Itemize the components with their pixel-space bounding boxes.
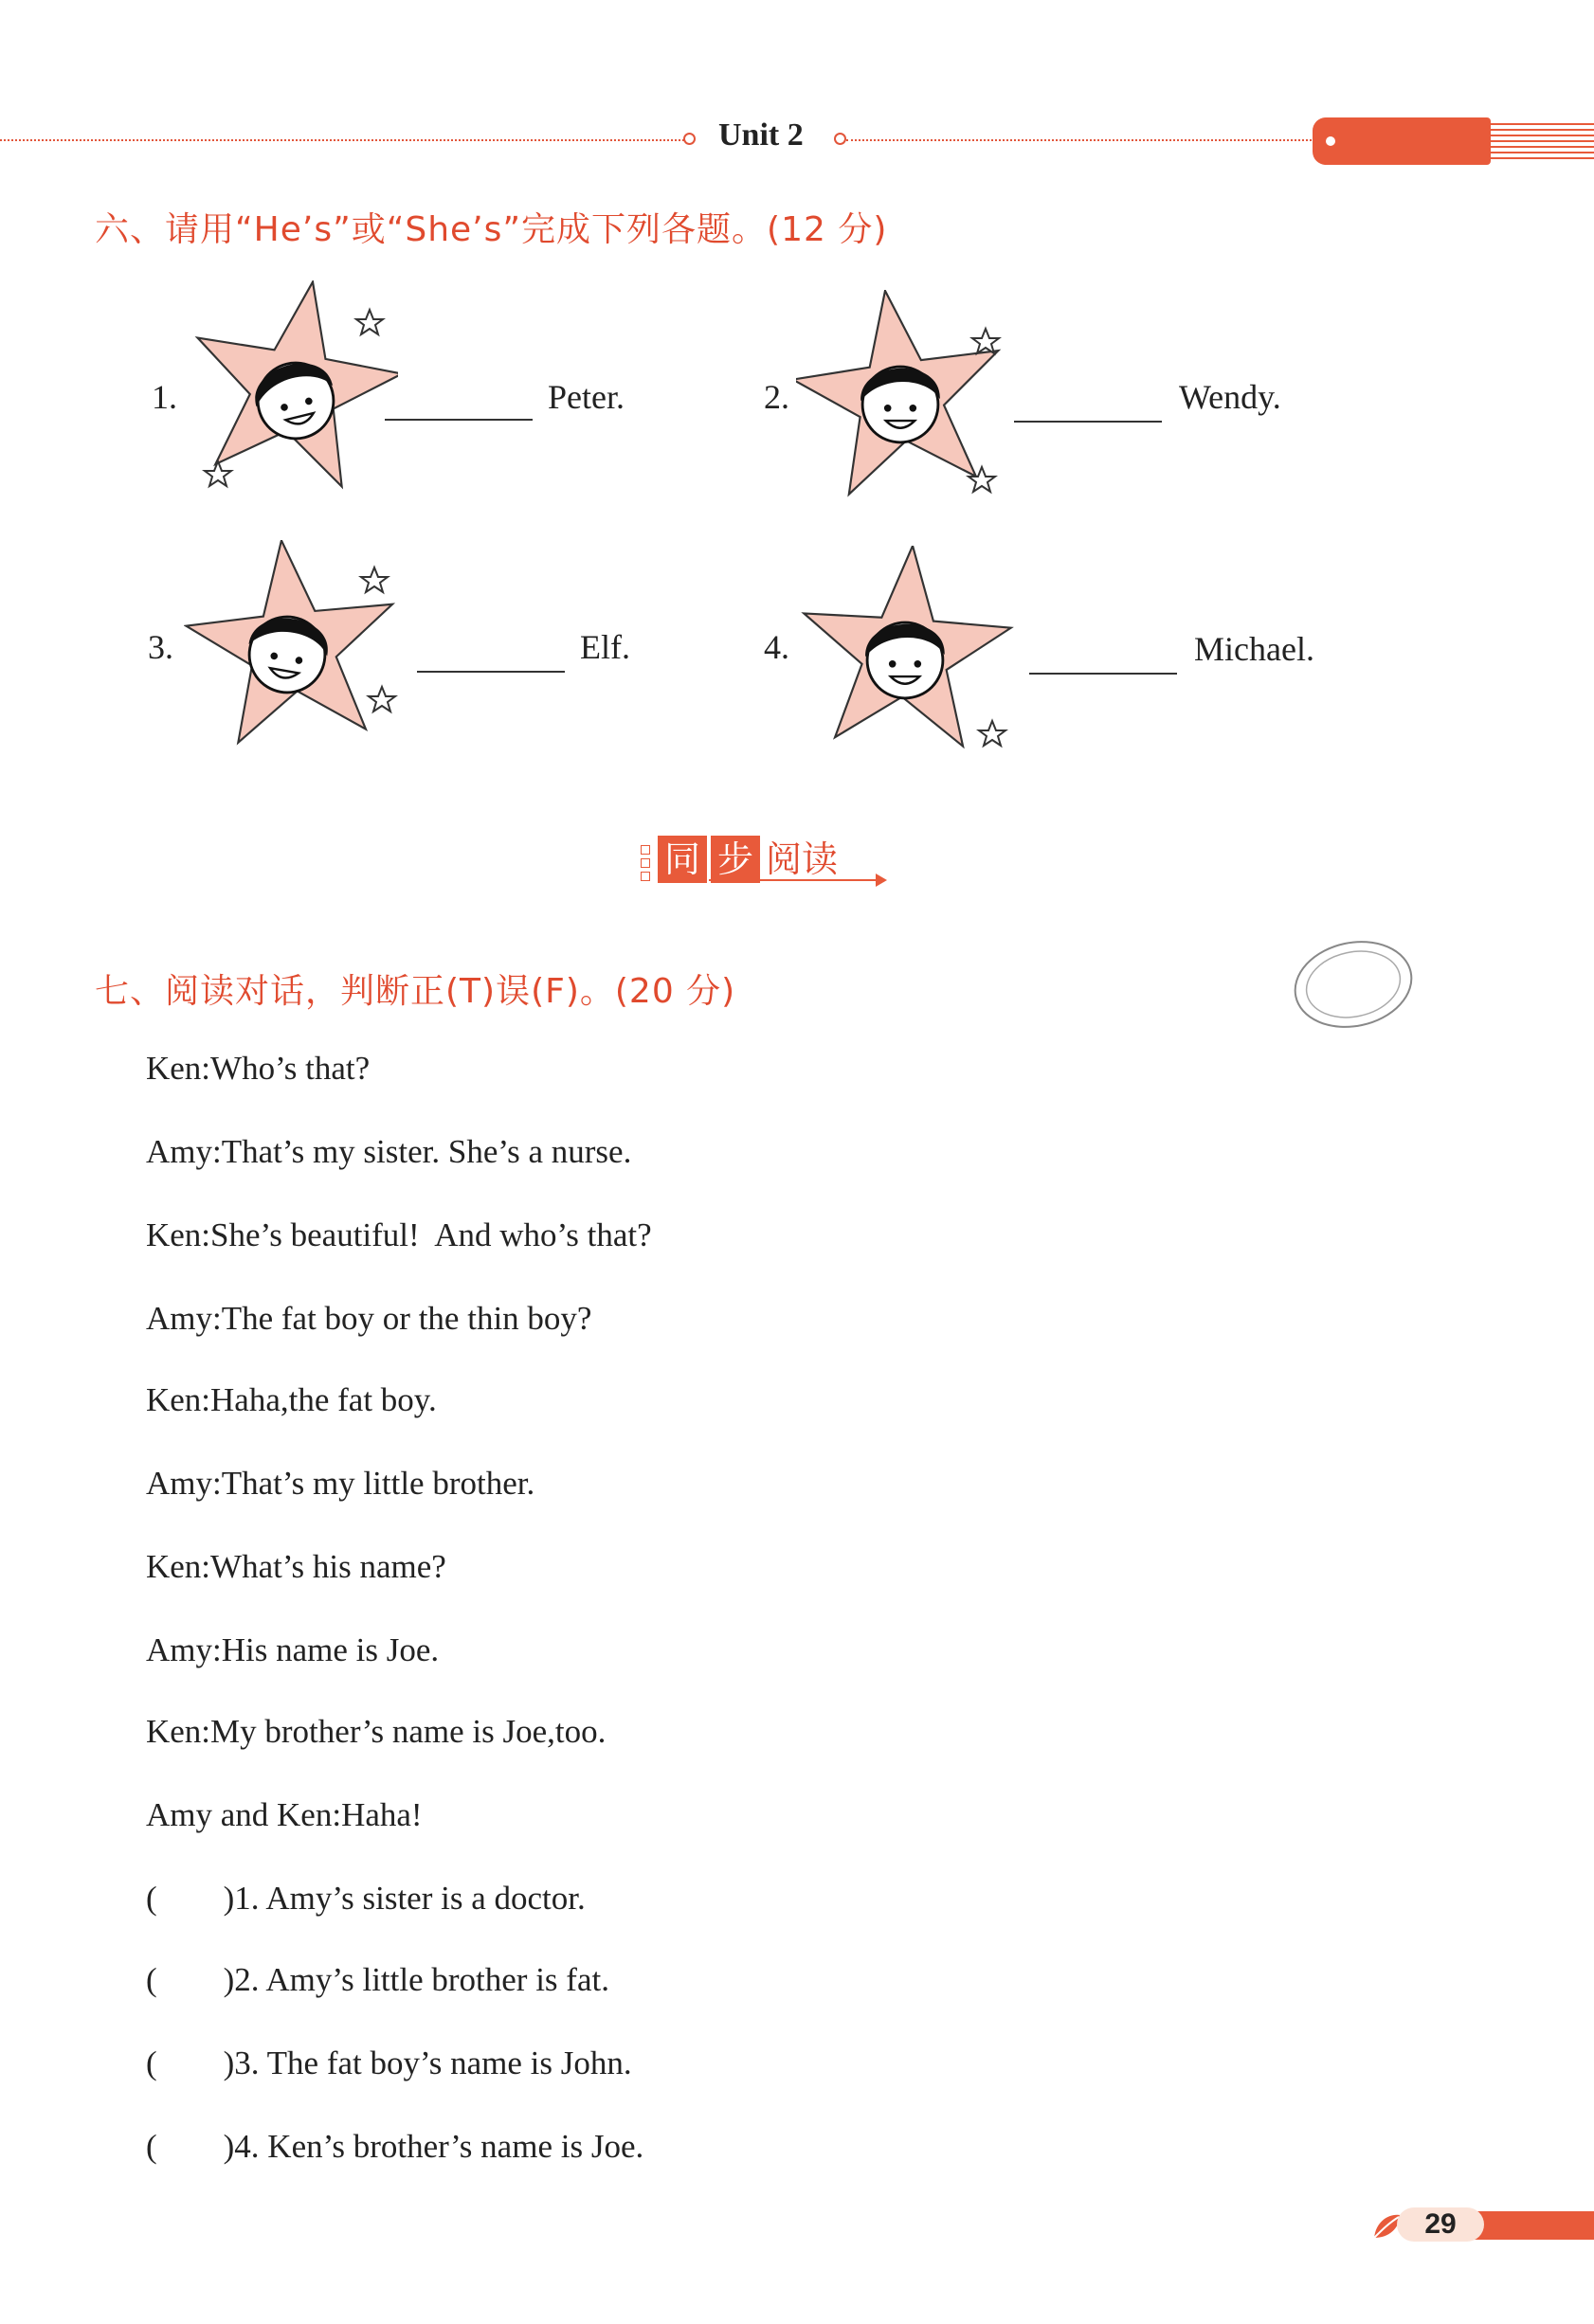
stamp-icon bbox=[1287, 932, 1420, 1036]
item3-answer-blank[interactable] bbox=[417, 671, 565, 673]
section6-title: 六、请用“He’s”或“She’s”完成下列各题。(12 分) bbox=[95, 210, 888, 249]
header-rule-left bbox=[0, 139, 684, 141]
header-dot-left bbox=[683, 133, 696, 145]
banner-square-icon bbox=[641, 845, 650, 855]
item2-name: Wendy. bbox=[1179, 378, 1281, 416]
question-2[interactable]: ( )2. Amy’s little brother is fat. bbox=[146, 1961, 609, 1998]
banner-box-1: 同 bbox=[658, 836, 707, 883]
item3-name: Elf. bbox=[580, 628, 630, 666]
star-icon-boy-michael bbox=[796, 546, 1014, 764]
banner-square-icon bbox=[641, 872, 650, 881]
reading-banner bbox=[641, 832, 887, 891]
item1-answer-blank[interactable] bbox=[385, 419, 533, 421]
dialogue-line: Amy and Ken:Haha! bbox=[146, 1796, 423, 1833]
banner-box-2: 步 bbox=[711, 836, 760, 883]
header-tab-stripes bbox=[1491, 123, 1594, 159]
dialogue-line: Ken:What’s his name? bbox=[146, 1548, 446, 1585]
item2-answer-blank[interactable] bbox=[1014, 421, 1162, 423]
item2-number: 2. bbox=[764, 378, 789, 416]
page-number: 29 bbox=[1397, 2207, 1484, 2242]
item4-answer-blank[interactable] bbox=[1029, 673, 1177, 675]
item1-number: 1. bbox=[152, 378, 177, 416]
question-4[interactable]: ( )4. Ken’s brother’s name is Joe. bbox=[146, 2128, 644, 2165]
dialogue-line: Amy:That’s my little brother. bbox=[146, 1465, 535, 1502]
banner-text: 阅读 bbox=[766, 838, 839, 880]
header-dot-right bbox=[834, 133, 846, 145]
question-1[interactable]: ( )1. Amy’s sister is a doctor. bbox=[146, 1880, 586, 1917]
banner-arrow-line bbox=[709, 879, 879, 881]
header-rule-right bbox=[846, 139, 1315, 141]
star-icon-girl-wendy bbox=[796, 290, 1005, 508]
dialogue-line: Ken:Haha,the fat boy. bbox=[146, 1381, 437, 1418]
arrow-right-icon bbox=[876, 874, 887, 887]
dialogue-line: Ken:She’s beautiful! And who’s that? bbox=[146, 1216, 652, 1253]
item1-name: Peter. bbox=[548, 378, 625, 416]
question-3[interactable]: ( )3. The fat boy’s name is John. bbox=[146, 2045, 632, 2081]
item3-number: 3. bbox=[148, 628, 173, 666]
tab-hole-icon bbox=[1326, 136, 1335, 146]
banner-square-icon bbox=[641, 858, 650, 868]
dialogue-line: Ken:Who’s that? bbox=[146, 1050, 371, 1087]
header-tab bbox=[1313, 117, 1491, 165]
star-icon-girl-elf bbox=[184, 540, 402, 758]
item4-name: Michael. bbox=[1194, 630, 1314, 668]
dialogue-line: Amy:The fat boy or the thin boy? bbox=[146, 1300, 592, 1337]
unit-label: Unit 2 bbox=[718, 117, 804, 153]
section7-title: 七、阅读对话，判断正(T)误(F)。(20 分) bbox=[95, 972, 736, 1011]
dialogue-line: Ken:My brother’s name is Joe,too. bbox=[146, 1713, 607, 1750]
item4-number: 4. bbox=[764, 628, 789, 666]
star-icon-boy-peter bbox=[190, 280, 398, 498]
dialogue-line: Amy:His name is Joe. bbox=[146, 1631, 440, 1668]
dialogue-line: Amy:That’s my sister. She’s a nurse. bbox=[146, 1133, 632, 1170]
